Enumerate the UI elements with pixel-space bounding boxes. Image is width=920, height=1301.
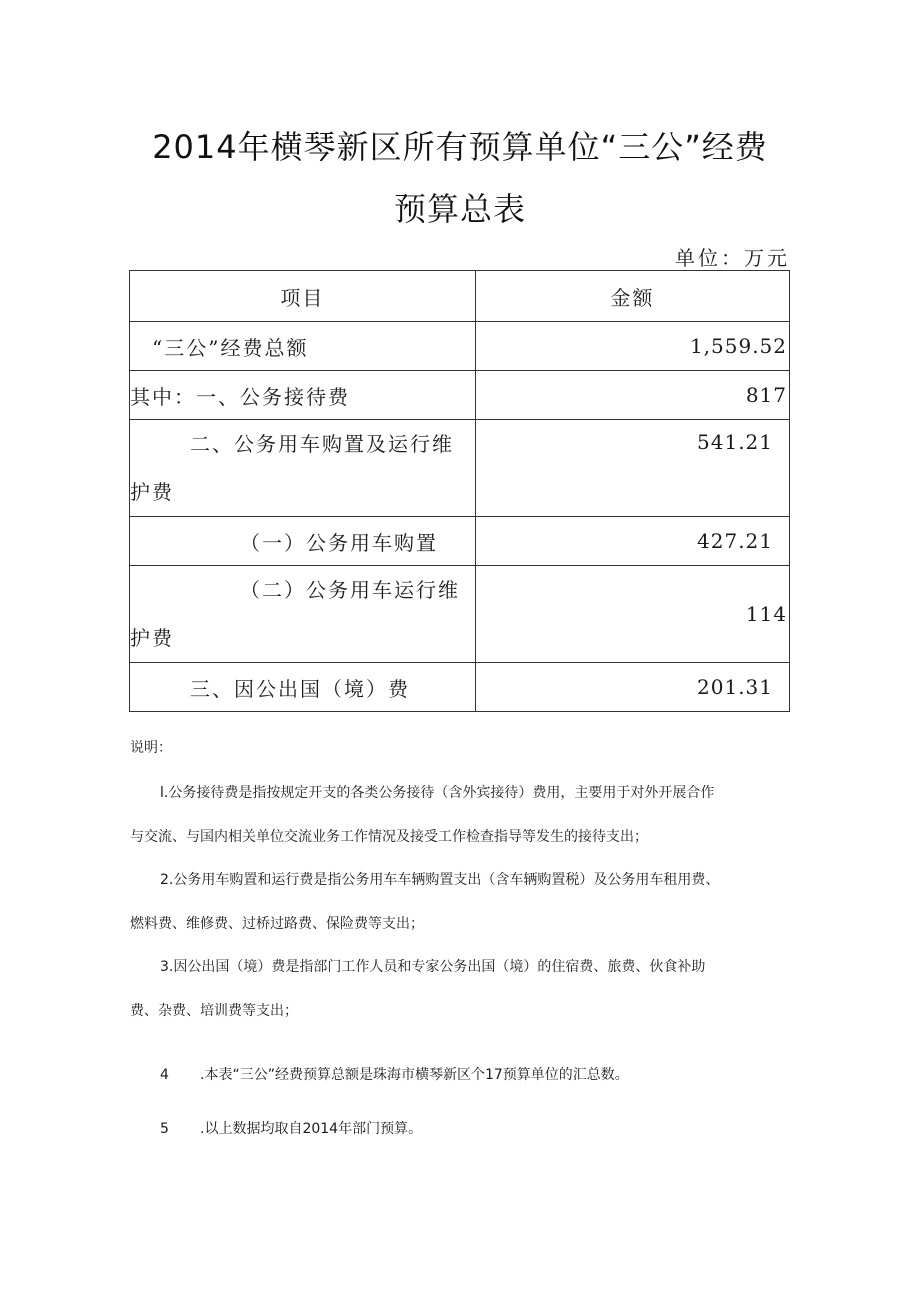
note-1-line2: 与交流、与国内相关单位交流业务工作情况及接受工作检查指导等发生的接待支出；: [130, 829, 648, 845]
page-subtitle: 预算总表: [393, 190, 526, 228]
note-3: [130, 945, 790, 1033]
row-label-vehicle-line2: 护费: [130, 480, 174, 504]
header-item: 项目: [130, 271, 476, 322]
row-label-abroad: 三、因公出国（境）费: [130, 663, 476, 712]
note-1: [130, 771, 790, 859]
row-label-vehicle-running: [130, 566, 476, 663]
unit-label: 单位：万元: [675, 246, 790, 270]
table-row: [130, 566, 790, 663]
table-header-row: [130, 271, 790, 322]
row-amount-vehicle-purchase: 427.21: [475, 517, 789, 566]
row-label-vehicle-line1: 二、公务用车购置及运行维: [190, 432, 454, 456]
page-title: 2014年横琴新区所有预算单位“三公”经费: [152, 128, 768, 166]
row-label-vehicle: [130, 420, 476, 517]
note-4-number: 4: [160, 1067, 169, 1083]
note-3-line2: 费、杂费、培训费等支出；: [130, 1003, 298, 1019]
note-2-line1: 2.公务用车购置和运行费是指公务用车车辆购置支出（含车辆购置税）及公务用车租用费、: [160, 872, 720, 888]
note-4: [130, 1053, 790, 1097]
note-2: [130, 858, 790, 946]
row-label-reception: 其中：一、公务接待费: [130, 371, 476, 420]
row-amount-vehicle: 541.21: [475, 420, 789, 517]
table-row: [130, 371, 790, 420]
row-label-vehicle-purchase: （一）公务用车购置: [130, 517, 476, 566]
row-amount-vehicle-running: 114: [475, 566, 789, 663]
note-1-line1: l.公务接待费是指按规定开支的各类公务接待（含外宾接待）费用，主要用于对外开展合作: [160, 785, 715, 801]
table-row: [130, 517, 790, 566]
row-label-vehicle-running-line1: （二）公务用车运行维: [240, 578, 460, 602]
budget-table: [129, 270, 790, 712]
row-label-total: “三公”经费总额: [130, 322, 476, 371]
row-label-vehicle-running-line2: 护费: [130, 626, 174, 650]
row-amount-abroad: 201.31: [475, 663, 789, 712]
note-5: [130, 1107, 790, 1151]
note-2-line2: 燃料费、维修费、过桥过路费、保险费等支出；: [130, 916, 424, 932]
row-amount-reception: 817: [475, 371, 789, 420]
note-5-text: .以上数据均取自2014年部门预算。: [200, 1121, 423, 1137]
table-row: [130, 663, 790, 712]
notes-heading: 说明：: [130, 740, 172, 756]
note-4-text: .本表“三公”经费预算总额是珠海市横琴新区个17预算单位的汇总数。: [200, 1067, 629, 1083]
note-3-line1: 3.因公出国（境）费是指部门工作人员和专家公务出国（境）的住宿费、旅费、伙食补助: [160, 959, 706, 975]
note-5-number: 5: [160, 1121, 169, 1137]
table-row: [130, 322, 790, 371]
table-row: [130, 420, 790, 517]
header-amount: 金额: [475, 271, 789, 322]
row-amount-total: 1,559.52: [475, 322, 789, 371]
